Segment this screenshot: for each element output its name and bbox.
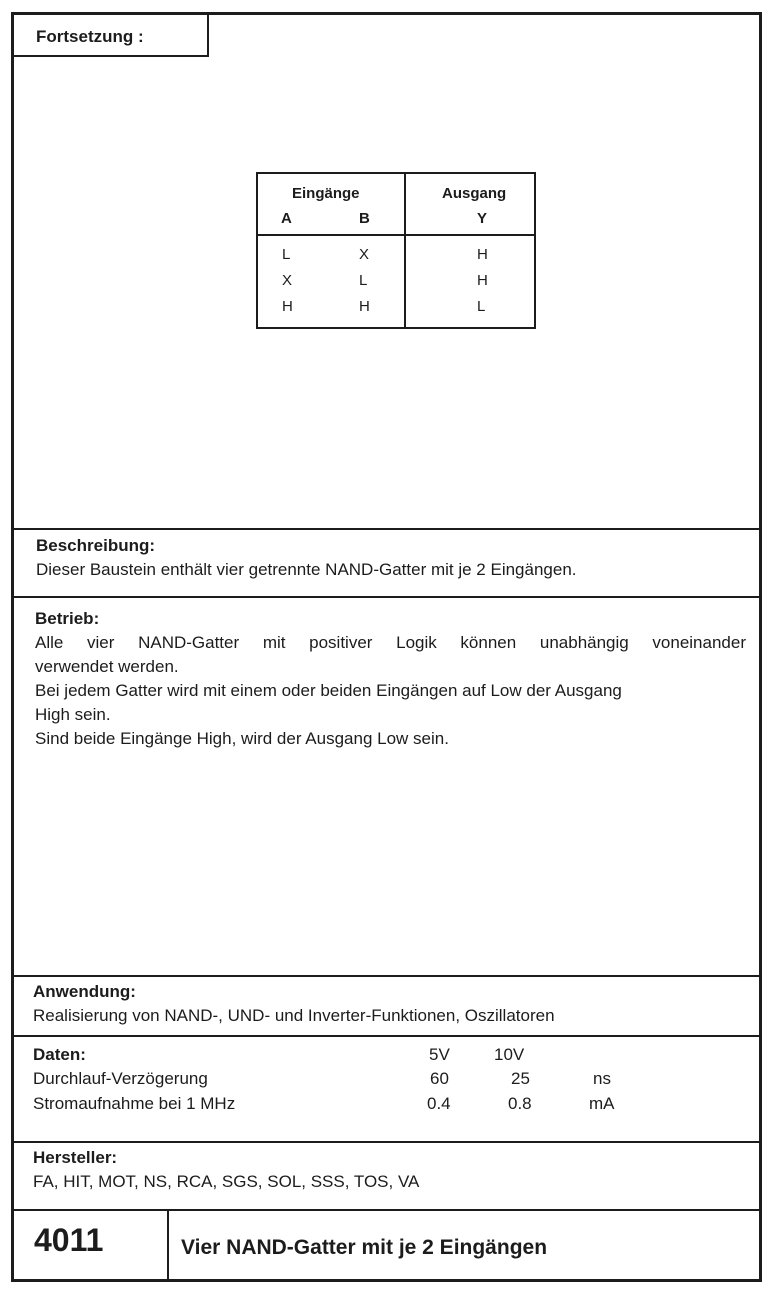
anwendung-text: Realisierung von NAND-, UND- und Inverter-Funktionen, Oszillatoren — [33, 1006, 555, 1025]
table-cell-y: L — [477, 298, 486, 315]
section-divider — [14, 528, 759, 530]
footer-divider — [14, 1209, 759, 1211]
betrieb-line: verwendet werden. — [35, 657, 179, 676]
daten-title: Daten: — [33, 1045, 86, 1064]
table-cell-a: L — [282, 246, 291, 263]
table-cell-a: H — [282, 298, 293, 315]
section-divider — [14, 975, 759, 977]
daten-row-5v: 60 — [430, 1069, 449, 1088]
part-number: 4011 — [34, 1222, 104, 1258]
table-cell-y: H — [477, 272, 488, 289]
table-cell-a: X — [282, 272, 293, 289]
anwendung-title: Anwendung: — [33, 982, 136, 1001]
betrieb-text — [35, 631, 746, 751]
betrieb-line: Bei jedem Gatter wird mit einem oder beiden Eingängen auf Low der Ausgang — [35, 681, 622, 700]
daten-row-unit: ns — [593, 1069, 611, 1088]
beschreibung-title: Beschreibung: — [36, 536, 156, 555]
continuation-label: Fortsetzung : — [36, 27, 144, 46]
betrieb-line: High sein. — [35, 705, 111, 724]
table-cell-b: H — [359, 298, 370, 315]
table-cell-b: L — [359, 272, 368, 289]
column-b-header: B — [359, 210, 370, 227]
daten-col-5v: 5V — [429, 1045, 450, 1064]
daten-row-5v: 0.4 — [427, 1094, 451, 1113]
daten-row-unit: mA — [589, 1094, 615, 1113]
daten-row-label: Durchlauf-Verzögerung — [33, 1069, 208, 1088]
inputs-header: Eingänge — [292, 185, 360, 202]
betrieb-line: Sind beide Eingänge High, wird der Ausgang Low sein. — [35, 729, 449, 748]
beschreibung-text: Dieser Baustein enthält vier getrennte NAND-Gatter mit je 2 Eingängen. — [36, 560, 577, 579]
datasheet-frame — [11, 12, 762, 1282]
continuation-box — [14, 15, 209, 57]
daten-row-label: Stromaufnahme bei 1 MHz — [33, 1094, 236, 1113]
betrieb-line: Alle vier NAND-Gatter mit positiver Logik können unabhängig voneinander — [35, 633, 746, 652]
truth-table-divider — [404, 174, 406, 327]
column-a-header: A — [281, 210, 292, 227]
section-divider — [14, 1035, 759, 1037]
section-divider — [14, 596, 759, 598]
part-title: Vier NAND-Gatter mit je 2 Eingängen — [181, 1236, 548, 1259]
betrieb-title: Betrieb: — [35, 609, 100, 628]
truth-table-header-rule — [258, 234, 534, 236]
truth-table — [256, 172, 536, 329]
section-divider — [14, 1141, 759, 1143]
daten-row-10v: 0.8 — [508, 1094, 532, 1113]
footer-column-divider — [167, 1210, 169, 1282]
table-cell-b: X — [359, 246, 370, 263]
daten-row-10v: 25 — [511, 1069, 530, 1088]
column-y-header: Y — [477, 210, 488, 227]
table-cell-y: H — [477, 246, 488, 263]
daten-col-10v: 10V — [494, 1045, 525, 1064]
hersteller-title: Hersteller: — [33, 1148, 118, 1167]
output-header: Ausgang — [442, 185, 507, 202]
hersteller-text: FA, HIT, MOT, NS, RCA, SGS, SOL, SSS, TOS, VA — [33, 1172, 420, 1191]
